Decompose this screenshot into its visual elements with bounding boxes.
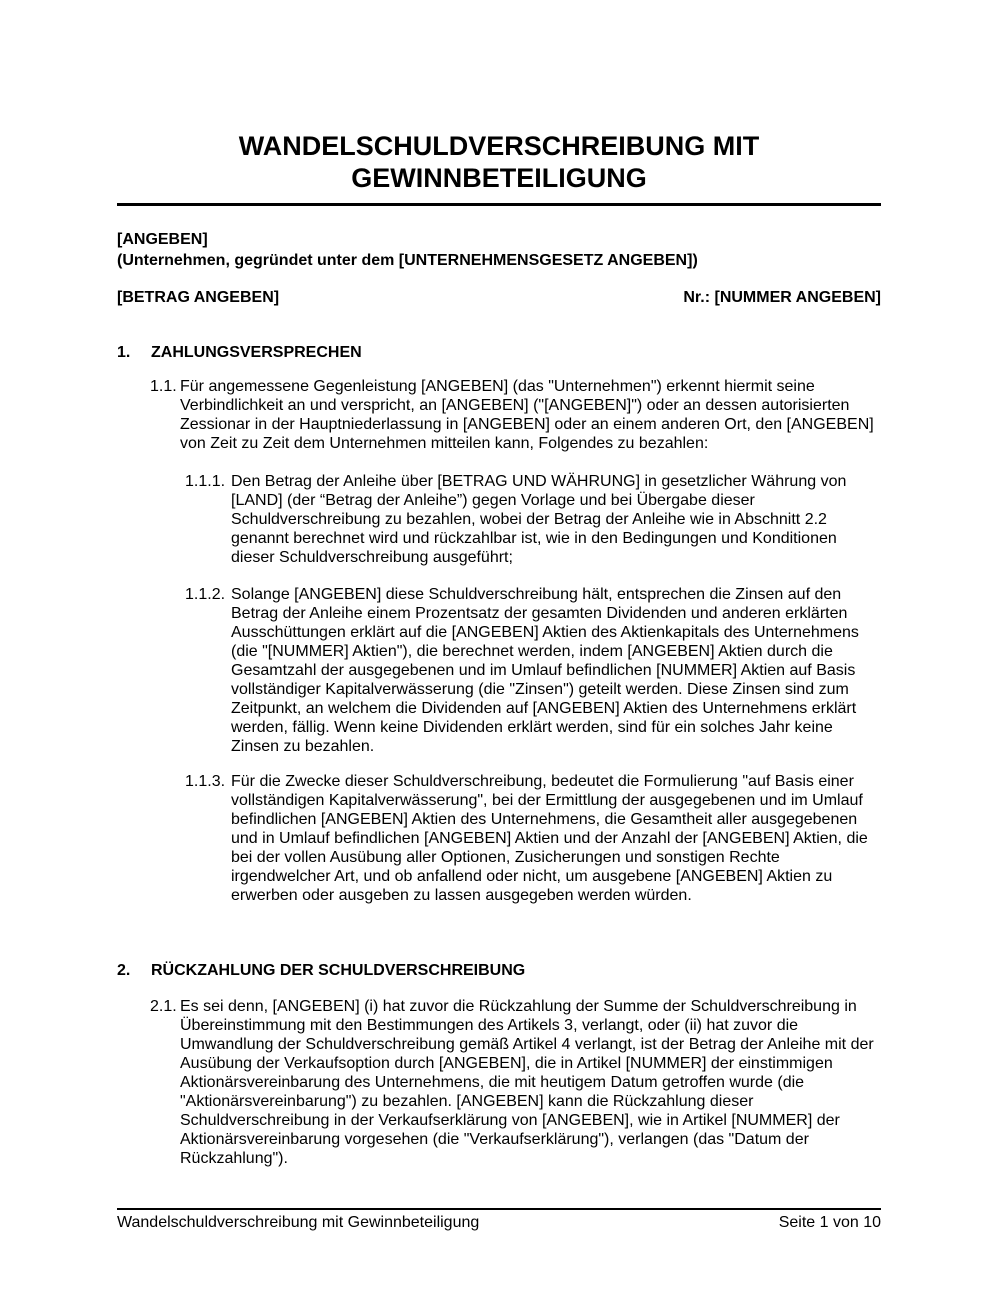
- clause-1-1-number: 1.1.: [150, 378, 177, 395]
- amount-label: [BETRAG ANGEBEN]: [117, 289, 280, 306]
- clause-1-1-1-text: Den Betrag der Anleihe über [BETRAG UND WÄHRUNG] in gesetzlicher Währung von [LAND] (der “Betrag der Anleihe”) gegen Vorlage und bei Übergabe dieser Schuldverschreibung zu bezahlen, wobei der Betrag der Anleihe wie in Abschnitt 2.2 genannt berechnet wird und rückzahlbar ist, wie in den Bedingungen und Konditionen dieser Schuldverschreibung ausgeführt;: [231, 473, 847, 566]
- clause-2-1: [150, 997, 880, 1168]
- amount-row: [117, 287, 881, 308]
- clause-2-1-text: Es sei denn, [ANGEBEN] (i) hat zuvor die Rückzahlung der Summe der Schuldverschreibung in Übereinstimmung mit den Bestimmungen des Artikels 3, verlangt, oder (ii) hat zuvor die Umwandlung der Schuldverschreibung gemäß Artikel 4 verlangt, ist der Betrag der Anleihe mit der Ausübung der Verkaufsoption durch [ANGEBEN], die in Artikel [NUMMER] der einstimmigen Aktionärsvereinbarung des Unternehmens, die mit heutigem Datum getroffen wurde (die "Aktionärsvereinbarung") zu bezahlen. [ANGEBEN] kann die Rückzahlung dieser Schuldverschreibung in der Verkaufserklärung von [ANGEBEN], wie in Artikel [NUMMER] der Aktionärsvereinbarung vorgesehen (die "Verkaufserklärung"), verlangen (das "Datum der Rückzahlung").: [180, 998, 874, 1167]
- clause-1-1-2-text: Solange [ANGEBEN] diese Schuldverschreibung hält, entsprechen die Zinsen auf den Betrag der Anleihe einem Prozentsatz der gesamten Dividenden und anderen erklärten Ausschüttungen erklärt auf die [ANGEBEN] Aktien des Aktienkapitals des Unternehmens (die "[NUMMER] Aktien"), die berechnet werden, indem [ANGEBEN] Aktien durch die Gesamtzahl der ausgegebenen und im Umlauf befindlichen [NUMMER] Aktien auf Basis vollständiger Kapitalverwässerung (die "Zinsen") geteilt werden. Diese Zinsen sind zum Zeitpunkt, an welchem die Dividenden auf [ANGEBEN] Aktien des Unternehmens erklärt werden, fällig. Wenn keine Dividenden erklärt werden, sind für ein solches Jahr keine Zinsen zu bezahlen.: [231, 586, 859, 755]
- clause-1-1: [150, 377, 880, 453]
- party-name: [ANGEBEN]: [117, 231, 208, 248]
- clause-2-1-number: 2.1.: [150, 998, 177, 1015]
- party-block: [117, 229, 698, 271]
- page-footer: [117, 1212, 881, 1233]
- party-description: (Unternehmen, gegründet unter dem [UNTERNEHMENSGESETZ ANGEBEN]): [117, 252, 698, 269]
- section-1-title: ZAHLUNGSVERSPRECHEN: [151, 344, 362, 361]
- section-1-heading: [117, 342, 362, 363]
- footer-document-title: Wandelschuldverschreibung mit Gewinnbeteiligung: [117, 1214, 480, 1231]
- title-line-1: WANDELSCHULDVERSCHREIBUNG MIT: [238, 131, 760, 161]
- title-line-2: GEWINNBETEILIGUNG: [351, 163, 647, 193]
- section-2-title: RÜCKZAHLUNG DER SCHULDVERSCHREIBUNG: [151, 962, 526, 979]
- document-title: [117, 130, 881, 194]
- section-2-heading: [117, 960, 525, 981]
- page-number: Seite 1 von 10: [778, 1214, 881, 1231]
- section-1-number: 1.: [117, 344, 131, 361]
- clause-1-1-1: [185, 472, 880, 567]
- clause-1-1-text: Für angemessene Gegenleistung [ANGEBEN] (das "Unternehmen") erkennt hiermit seine Verbindlichkeit an und verspricht, an [ANGEBEN] ("[ANGEBEN]") oder an dessen autorisierten Zessionar in der Hauptniederlassung in [ANGEBEN] oder an einem anderen Ort, den [ANGEBEN] von Zeit zu Zeit dem Unternehmen mitteilen kann, Folgendes zu bezahlen:: [180, 378, 874, 452]
- clause-1-1-1-number: 1.1.1.: [185, 473, 226, 490]
- clause-1-1-2: [185, 585, 880, 756]
- clause-1-1-3-text: Für die Zwecke dieser Schuldverschreibung, bedeutet die Formulierung "auf Basis einer vollständigen Kapitalverwässerung", bei der Ermittlung der ausgegebenen und im Umlauf befindlichen [ANGEBEN] Aktien des Unternehmens, die Gesamtheit aller ausgegebenen und in Umlauf befindlichen [ANGEBEN] Aktien und der Anzahl der [ANGEBEN] Aktien, die bei der vollen Ausübung aller Optionen, Zusicherungen und sonstigen Rechte irgendwelcher Art, und ob anfallend oder nicht, um ausgebene [ANGEBEN] Aktien zu erwerben oder ausgeben zu lassen ausgegeben werden würden.: [231, 773, 868, 904]
- title-divider: [117, 203, 881, 206]
- clause-1-1-3: [185, 772, 880, 905]
- clause-1-1-2-number: 1.1.2.: [185, 586, 226, 603]
- number-label: Nr.: [NUMMER ANGEBEN]: [683, 289, 881, 306]
- section-2-number: 2.: [117, 962, 131, 979]
- footer-divider: [117, 1208, 881, 1210]
- clause-1-1-3-number: 1.1.3.: [185, 773, 226, 790]
